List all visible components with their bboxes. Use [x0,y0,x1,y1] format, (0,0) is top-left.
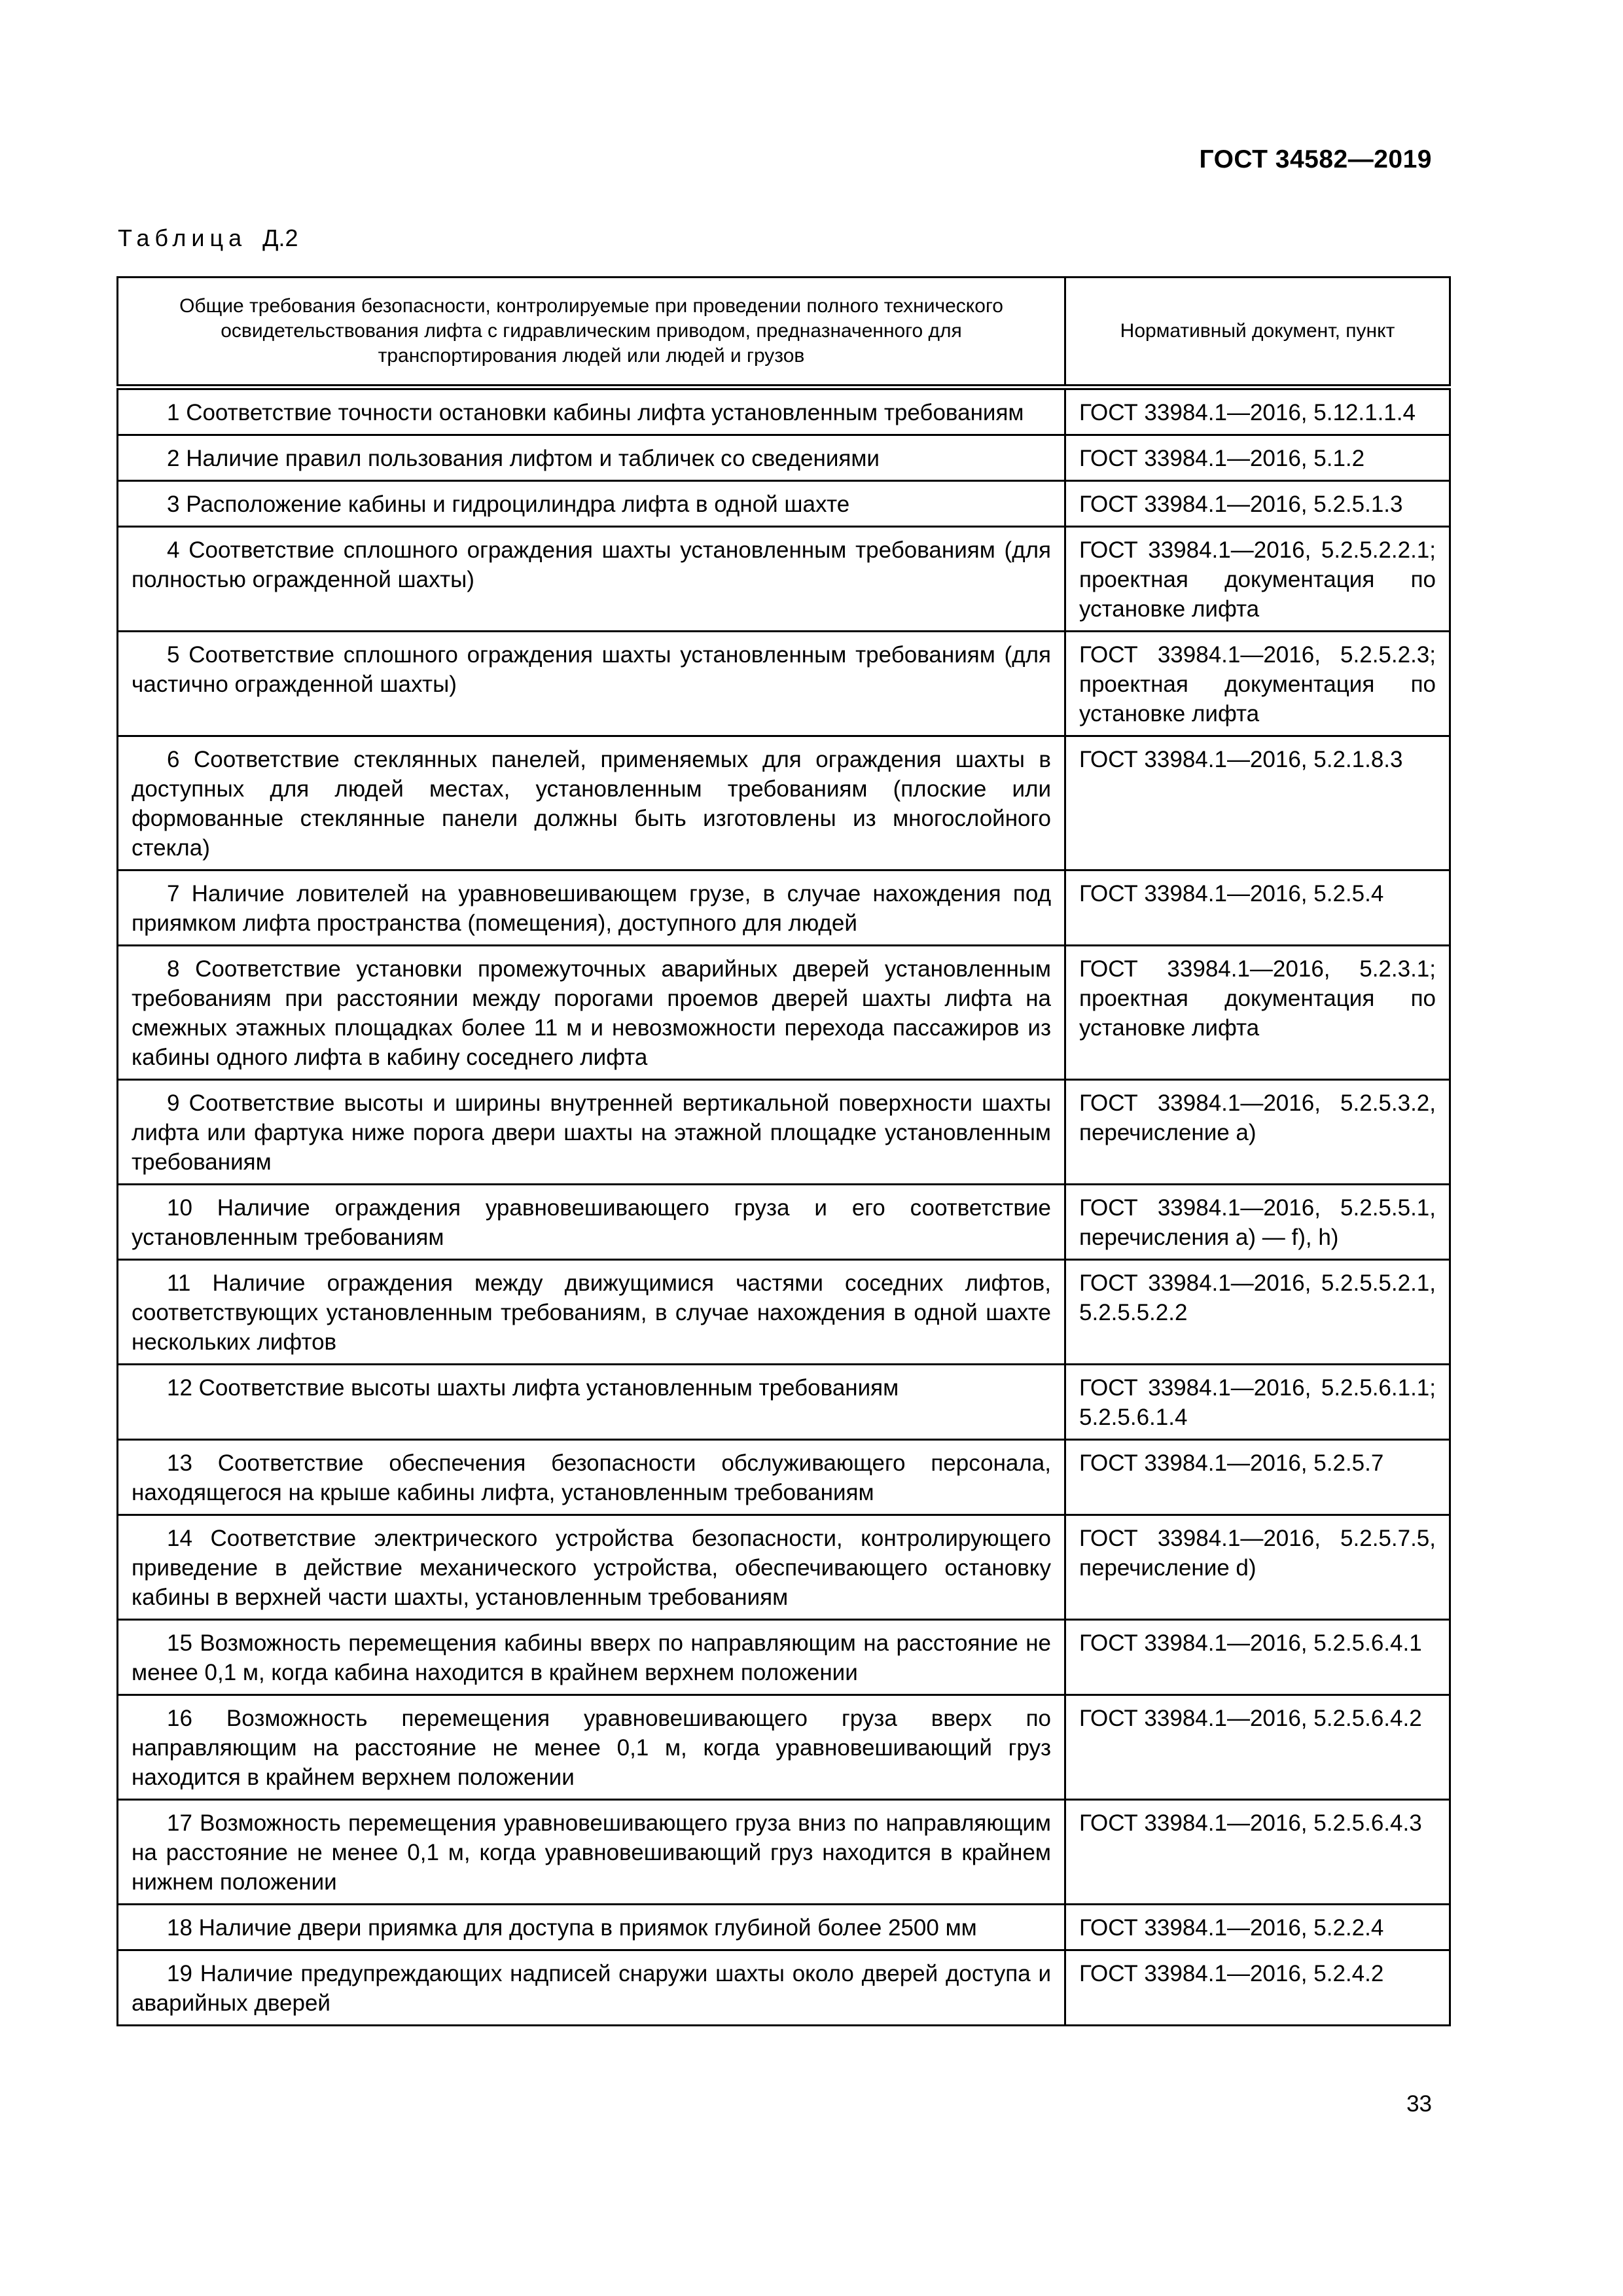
requirement-cell: 7 Наличие ловителей на уравновешивающем грузе, в случае нахождения под приямком лифта пространства (помещения), доступного для людей [118,870,1065,946]
table-row [118,435,1450,481]
reference-cell: ГОСТ 33984.1—2016, 5.2.4.2 [1065,1950,1450,2026]
table-row [118,736,1450,870]
reference-cell: ГОСТ 33984.1—2016, 5.2.5.5.1, перечисления а) — f), h) [1065,1185,1450,1260]
reference-cell: ГОСТ 33984.1—2016, 5.2.5.4 [1065,870,1450,946]
reference-cell: ГОСТ 33984.1—2016, 5.2.2.4 [1065,1905,1450,1950]
table-caption-number: Д.2 [262,224,298,251]
table-row [118,387,1450,435]
reference-cell: ГОСТ 33984.1—2016, 5.2.1.8.3 [1065,736,1450,870]
table-row [118,1080,1450,1185]
reference-cell: ГОСТ 33984.1—2016, 5.2.5.7.5, перечисление d) [1065,1515,1450,1620]
reference-cell: ГОСТ 33984.1—2016, 5.2.5.6.1.1; 5.2.5.6.1.4 [1065,1365,1450,1440]
requirement-cell: 10 Наличие ограждения уравновешивающего груза и его соответствие установленным требованиям [118,1185,1065,1260]
requirement-cell: 15 Возможность перемещения кабины вверх по направляющим на расстояние не менее 0,1 м, когда кабина находится в крайнем верхнем положении [118,1620,1065,1695]
table-row [118,527,1450,632]
requirement-cell: 1 Соответствие точности остановки кабины лифта установленным требованиям [118,387,1065,435]
table-row [118,632,1450,736]
requirement-cell: 6 Соответствие стеклянных панелей, применяемых для ограждения шахты в доступных для людей местах, установленным требованиям (плоские или формованные стеклянные панели должны быть изготовлены из многослойного стекла) [118,736,1065,870]
table-row [118,481,1450,527]
table-row [118,1695,1450,1800]
table-caption [118,224,298,252]
reference-cell: ГОСТ 33984.1—2016, 5.2.5.6.4.2 [1065,1695,1450,1800]
reference-cell: ГОСТ 33984.1—2016, 5.2.5.2.2.1; проектная документация по установке лифта [1065,527,1450,632]
table-row [118,1365,1450,1440]
requirement-cell: 16 Возможность перемещения уравновешивающего груза вверх по направляющим на расстояние не менее 0,1 м, когда уравновешивающий груз находится в крайнем верхнем положении [118,1695,1065,1800]
reference-cell: ГОСТ 33984.1—2016, 5.2.5.5.2.1, 5.2.5.5.2.2 [1065,1260,1450,1365]
table-row [118,870,1450,946]
table-body [118,387,1450,2026]
header-reference: Нормативный документ, пункт [1065,278,1450,387]
requirement-cell: 8 Соответствие установки промежуточных аварийных дверей установленным требованиям при расстоянии между порогами проемов дверей шахты лифта на смежных этажных площадках более 11 м и невозможности перехода пассажиров из кабины одного лифта в кабину соседнего лифта [118,946,1065,1080]
requirements-table [116,276,1451,2026]
requirement-cell: 17 Возможность перемещения уравновешивающего груза вниз по направляющим на расстояние не менее 0,1 м, когда уравновешивающий груз находится в крайнем нижнем положении [118,1800,1065,1905]
requirement-cell: 12 Соответствие высоты шахты лифта установленным требованиям [118,1365,1065,1440]
requirement-cell: 13 Соответствие обеспечения безопасности обслуживающего персонала, находящегося на крыше кабины лифта, установленным требованиям [118,1440,1065,1515]
table-row [118,1620,1450,1695]
requirement-cell: 19 Наличие предупреждающих надписей снаружи шахты около дверей доступа и аварийных дверей [118,1950,1065,2026]
requirement-cell: 18 Наличие двери приямка для доступа в приямок глубиной более 2500 мм [118,1905,1065,1950]
table-row [118,946,1450,1080]
table-row [118,1185,1450,1260]
reference-cell: ГОСТ 33984.1—2016, 5.2.5.6.4.1 [1065,1620,1450,1695]
reference-cell: ГОСТ 33984.1—2016, 5.2.5.6.4.3 [1065,1800,1450,1905]
reference-cell: ГОСТ 33984.1—2016, 5.12.1.1.4 [1065,387,1450,435]
table-header-row [118,278,1450,387]
table-row [118,1440,1450,1515]
requirements-table-container [116,276,1449,2026]
reference-cell: ГОСТ 33984.1—2016, 5.1.2 [1065,435,1450,481]
table-row [118,1905,1450,1950]
requirement-cell: 9 Соответствие высоты и ширины внутренней вертикальной поверхности шахты лифта или фартука ниже порога двери шахты на этажной площадке установленным требованиям [118,1080,1065,1185]
table-row [118,1260,1450,1365]
page-number: 33 [1406,2091,1432,2117]
table-row [118,1800,1450,1905]
header-requirement: Общие требования безопасности, контролируемые при проведении полного технического освидетельствования лифта с гидравлическим приводом, предназначенного для транспортирования людей или людей и грузов [118,278,1065,387]
requirement-cell: 3 Расположение кабины и гидроцилиндра лифта в одной шахте [118,481,1065,527]
reference-cell: ГОСТ 33984.1—2016, 5.2.3.1; проектная документация по установке лифта [1065,946,1450,1080]
requirement-cell: 2 Наличие правил пользования лифтом и табличек со сведениями [118,435,1065,481]
table-row [118,1515,1450,1620]
document-number: ГОСТ 34582—2019 [1199,145,1432,173]
reference-cell: ГОСТ 33984.1—2016, 5.2.5.3.2, перечисление а) [1065,1080,1450,1185]
reference-cell: ГОСТ 33984.1—2016, 5.2.5.7 [1065,1440,1450,1515]
requirement-cell: 5 Соответствие сплошного ограждения шахты установленным требованиям (для частично огражденной шахты) [118,632,1065,736]
reference-cell: ГОСТ 33984.1—2016, 5.2.5.1.3 [1065,481,1450,527]
requirement-cell: 4 Соответствие сплошного ограждения шахты установленным требованиям (для полностью огражденной шахты) [118,527,1065,632]
table-caption-label: Таблица [118,224,247,251]
table-row [118,1950,1450,2026]
requirement-cell: 14 Соответствие электрического устройства безопасности, контролирующего приведение в действие механического устройства, обеспечивающего остановку кабины в верхней части шахты, установленным требованиям [118,1515,1065,1620]
requirement-cell: 11 Наличие ограждения между движущимися частями соседних лифтов, соответствующих установленным требованиям, в случае нахождения в одной шахте нескольких лифтов [118,1260,1065,1365]
reference-cell: ГОСТ 33984.1—2016, 5.2.5.2.3; проектная документация по установке лифта [1065,632,1450,736]
